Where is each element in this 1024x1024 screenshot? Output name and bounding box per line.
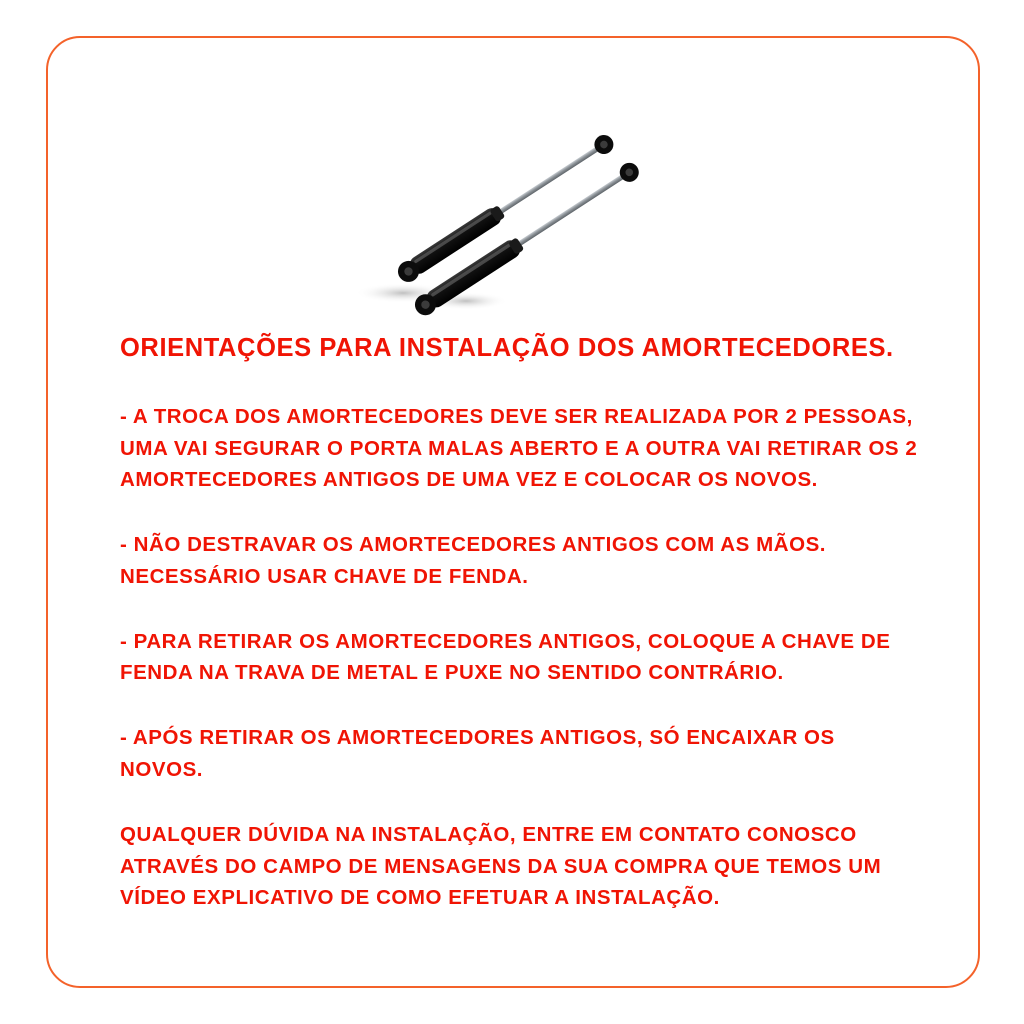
gas-strut-shocks-pair-icon bbox=[298, 88, 718, 328]
instruction-paragraph-3: - PARA RETIRAR OS AMORTECEDORES ANTIGOS, COLOQUE A CHAVE DE FENDA NA TRAVA DE METAL E PUXE NO SENTIDO CONTRÁRIO. bbox=[120, 629, 891, 685]
instruction-paragraph-4: - APÓS RETIRAR OS AMORTECEDORES ANTIGOS, SÓ ENCAIXAR OS NOVOS. bbox=[120, 726, 835, 781]
page-title: ORIENTAÇÕES PARA INSTALAÇÃO DOS AMORTECEDORES. bbox=[120, 334, 894, 362]
instruction-paragraph-1: - A TROCA DOS AMORTECEDORES DEVE SER REALIZADA POR 2 PESSOAS, UMA VAI SEGURAR O PORTA MALAS ABERTO E A OUTRA VAI RETIRAR OS 2 AMORTECEDORES ANTIGOS DE UMA VEZ E COLOCAR OS NOVOS. bbox=[120, 404, 918, 492]
instruction-paragraph-5: QUALQUER DÚVIDA NA INSTALAÇÃO, ENTRE EM CONTATO CONOSCO ATRAVÉS DO CAMPO DE MENSAGENS DA SUA COMPRA QUE TEMOS UM VÍDEO EXPLICATIVO DE COMO EFETUAR A INSTALAÇÃO. bbox=[120, 822, 882, 910]
instruction-paragraph-2: - NÃO DESTRAVAR OS AMORTECEDORES ANTIGOS COM AS MÃOS. NECESSÁRIO USAR CHAVE DE FENDA. bbox=[120, 533, 827, 588]
instructions-text-block bbox=[120, 333, 920, 914]
instruction-card bbox=[46, 36, 980, 988]
